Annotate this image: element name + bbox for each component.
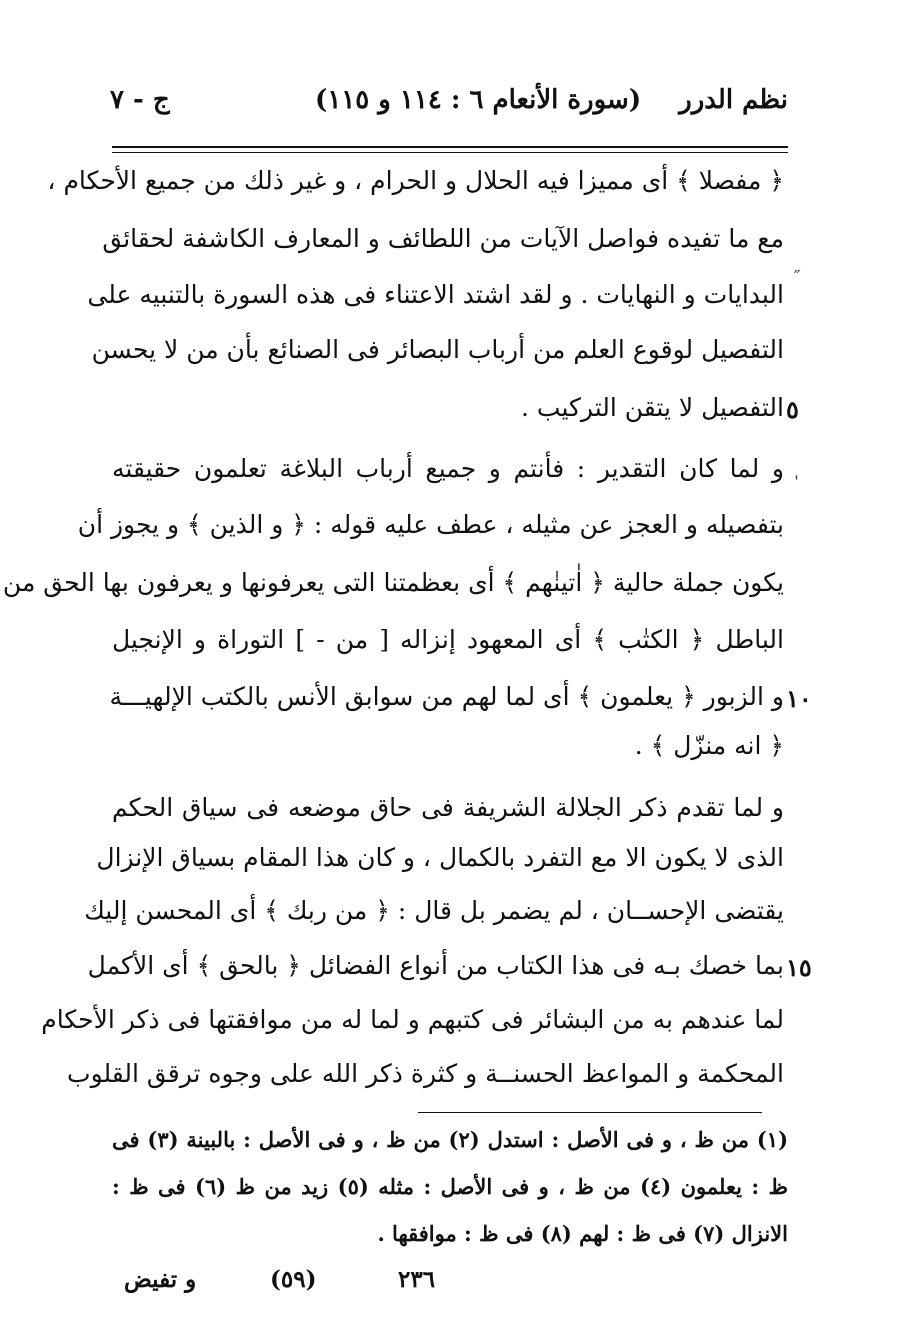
volume-label: ج - ٧ — [110, 85, 170, 115]
text-line: مع ما تفيده فواصل الآيات من اللطائف و المعارف الكاشفة لحقائق — [102, 224, 784, 253]
text-line: ﴿ مفصلا ﴾ أى مميزا فيه الحلال و الحرام ، و غير ذلك من جميع الأحكام ، — [47, 166, 784, 195]
margin-mark: ˈ — [794, 473, 799, 494]
book-title: نظم الدرر — [679, 85, 788, 115]
footnote-line: ظ : يعلمون (٤) من ظ ، و فى الأصل : مثله (٥) زيد من ظ (٦) فى ظ : — [112, 1174, 788, 1199]
text-line: لما عندهم به من البشائر فى كتبهم و لما له من موافقتها فى ذكر الأحكام — [41, 1005, 784, 1034]
text-line: التفصيل لوقوع العلم من أرباب البصائر فى الصنائع بأن من لا يحسن — [91, 335, 784, 364]
text-line: بتفصيله و العجز عن مثيله ، عطف عليه قوله : ﴿ و الذين ﴾ و يجوز أن — [77, 510, 784, 539]
line-number: ١٠ — [786, 684, 812, 713]
text-line: ﴿ انه منزّل ﴾ . — [634, 731, 784, 760]
text-line: يقتضى الإحســان ، لم يضمر بل قال : ﴿ من ربك ﴾ أى المحسن إليك — [84, 896, 784, 925]
page-number: ٢٣٦ — [398, 1266, 436, 1293]
text-line: يكون جملة حالية ﴿ اٰتينٰهم ﴾ أى بعظمتنا التى يعرفونها و يعرفون بها الحق من — [2, 568, 784, 597]
text-line: الذى لا يكون الا مع التفرد بالكمال ، و كان هذا المقام بسياق الإنزال — [96, 843, 784, 872]
text-line: البدايات و النهايات . و لقد اشتد الاعتناء فى هذه السورة بالتنبيه على — [87, 280, 784, 309]
text-line: و الزبور ﴿ يعلمون ﴾ أى لما لهم من سوابق الأنس بالكتب الإلهيـــة — [109, 682, 784, 711]
text-line: و لما تقدم ذكر الجلالة الشريفة فى حاق موضعه فى سياق الحكم — [112, 793, 784, 822]
footnote-separator — [418, 1112, 762, 1113]
margin-mark: ˝ — [792, 268, 801, 289]
footnote-line: (١) من ظ ، و فى الأصل : استدل (٢) من ظ ، و فى الأصل : بالبينة (٣) فى — [112, 1127, 789, 1152]
text-line: الباطل ﴿ الكتٰب ﴾ أى المعهود إنزاله [ من - ] التوراة و الإنجيل — [112, 625, 784, 654]
text-line: المحكمة و المواعظ الحسنــة و كثرة ذكر الله على وجوه ترقق القلوب — [67, 1059, 784, 1088]
text-line: التفصيل لا يتقن التركيب . — [521, 393, 784, 422]
running-header — [110, 78, 788, 122]
header-rule-thick — [112, 146, 788, 148]
text-line: بما خصك بـه فى هذا الكتاب من أنواع الفضائل ﴿ بالحق ﴾ أى الأكمل — [87, 951, 784, 980]
text-line: و لما كان التقدير : فأنتم و جميع أرباب البلاغة تعلمون حقيقته — [112, 454, 784, 483]
line-number: ١٥ — [786, 953, 812, 982]
catchword: و تفيض — [124, 1266, 197, 1293]
signature-mark: (٥٩) — [270, 1266, 317, 1293]
line-number: ٥ — [786, 395, 799, 424]
sura-verse-range: (سورة الأنعام ٦ : ١١٤ و ١١٥) — [315, 85, 642, 115]
footnote-line: الانزال (٧) فى ظ : لهم (٨) فى ظ : موافقها . — [377, 1221, 788, 1246]
